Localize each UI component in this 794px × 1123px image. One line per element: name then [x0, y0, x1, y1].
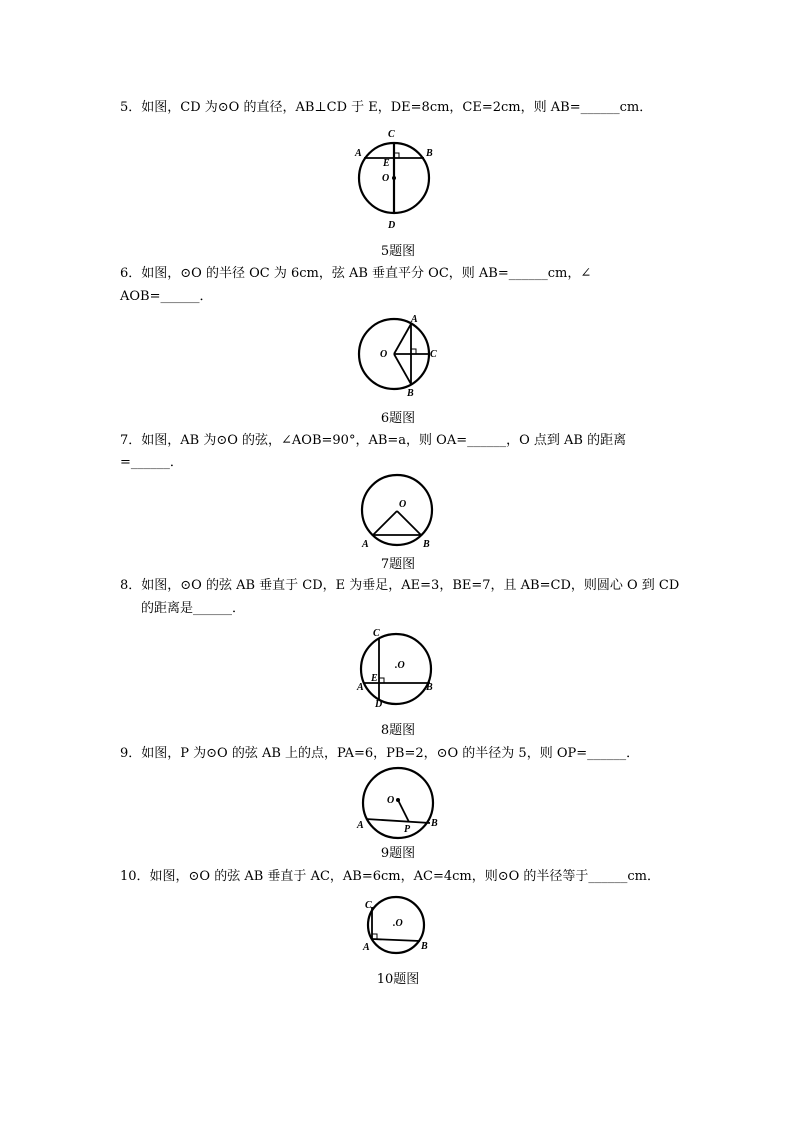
- problem-5-caption: 5题图: [380, 244, 416, 259]
- label-b: B: [423, 539, 430, 550]
- problem-7-figure: [355, 474, 445, 550]
- label-a: A: [357, 682, 364, 693]
- problem-7-text-1: 7．如图，AB 为⊙O 的弦，∠AOB=90°，AB=a，则 OA=______，O 点到 AB 的距离: [120, 433, 627, 448]
- problem-8-figure: [355, 624, 445, 712]
- problem-5-figure: [350, 128, 440, 232]
- label-a: A: [357, 820, 364, 831]
- label-a: A: [362, 539, 369, 550]
- problem-8-text-2: 的距离是______．: [141, 601, 246, 616]
- label-a: A: [411, 314, 418, 325]
- label-o: O: [380, 349, 388, 360]
- problem-9-text: 9．如图，P 为⊙O 的弦 AB 上的点，PA=6，PB=2，⊙O 的半径为 5，则 OP=______．: [120, 746, 640, 761]
- label-a: A: [355, 148, 362, 159]
- label-c: C: [388, 129, 395, 140]
- problem-8-caption: 8题图: [380, 723, 416, 738]
- label-b: B: [431, 818, 438, 829]
- label-e: E: [371, 673, 378, 684]
- problem-6-figure: [350, 312, 450, 400]
- label-o: .O: [393, 918, 403, 929]
- label-b: B: [407, 388, 414, 399]
- problem-10-text: 10．如图，⊙O 的弦 AB 垂直于 AC，AB=6cm，AC=4cm，则⊙O 的半径等于______cm．: [120, 869, 661, 884]
- problem-7-text-2: =______．: [120, 455, 183, 470]
- label-c: C: [430, 349, 437, 360]
- label-c: C: [365, 900, 372, 911]
- problem-7-caption: 7题图: [380, 557, 416, 572]
- label-o: O: [387, 795, 395, 806]
- problem-5-text: 5．如图，CD 为⊙O 的直径，AB⊥CD 于 E，DE=8cm，CE=2cm，则 AB=______cm．: [120, 100, 653, 115]
- label-d: D: [388, 220, 396, 231]
- problem-6-text-1: 6．如图，⊙O 的半径 OC 为 6cm，弦 AB 垂直平分 OC，则 AB=______cm，∠: [120, 266, 592, 281]
- problem-10-figure: [360, 895, 440, 957]
- problem-6-caption: 6题图: [380, 411, 416, 426]
- label-c: C: [373, 628, 380, 639]
- label-e: E: [383, 158, 390, 169]
- problem-8-text-1: 8．如图，⊙O 的弦 AB 垂直于 CD，E 为垂足，AE=3，BE=7，且 AB=CD，则圆心 O 到 CD: [120, 578, 680, 593]
- problem-10-caption: 10题图: [376, 972, 420, 987]
- problem-9-caption: 9题图: [380, 846, 416, 861]
- label-o: O: [399, 499, 407, 510]
- label-o: .O: [395, 660, 405, 671]
- label-d: D: [375, 699, 383, 710]
- problem-9-figure: [352, 766, 447, 846]
- label-a: A: [363, 942, 370, 953]
- label-b: B: [426, 682, 433, 693]
- label-b: B: [426, 148, 433, 159]
- problem-6-text-2: AOB=______．: [120, 289, 213, 304]
- label-o: O: [382, 173, 390, 184]
- label-p: P: [404, 824, 411, 835]
- label-b: B: [421, 941, 428, 952]
